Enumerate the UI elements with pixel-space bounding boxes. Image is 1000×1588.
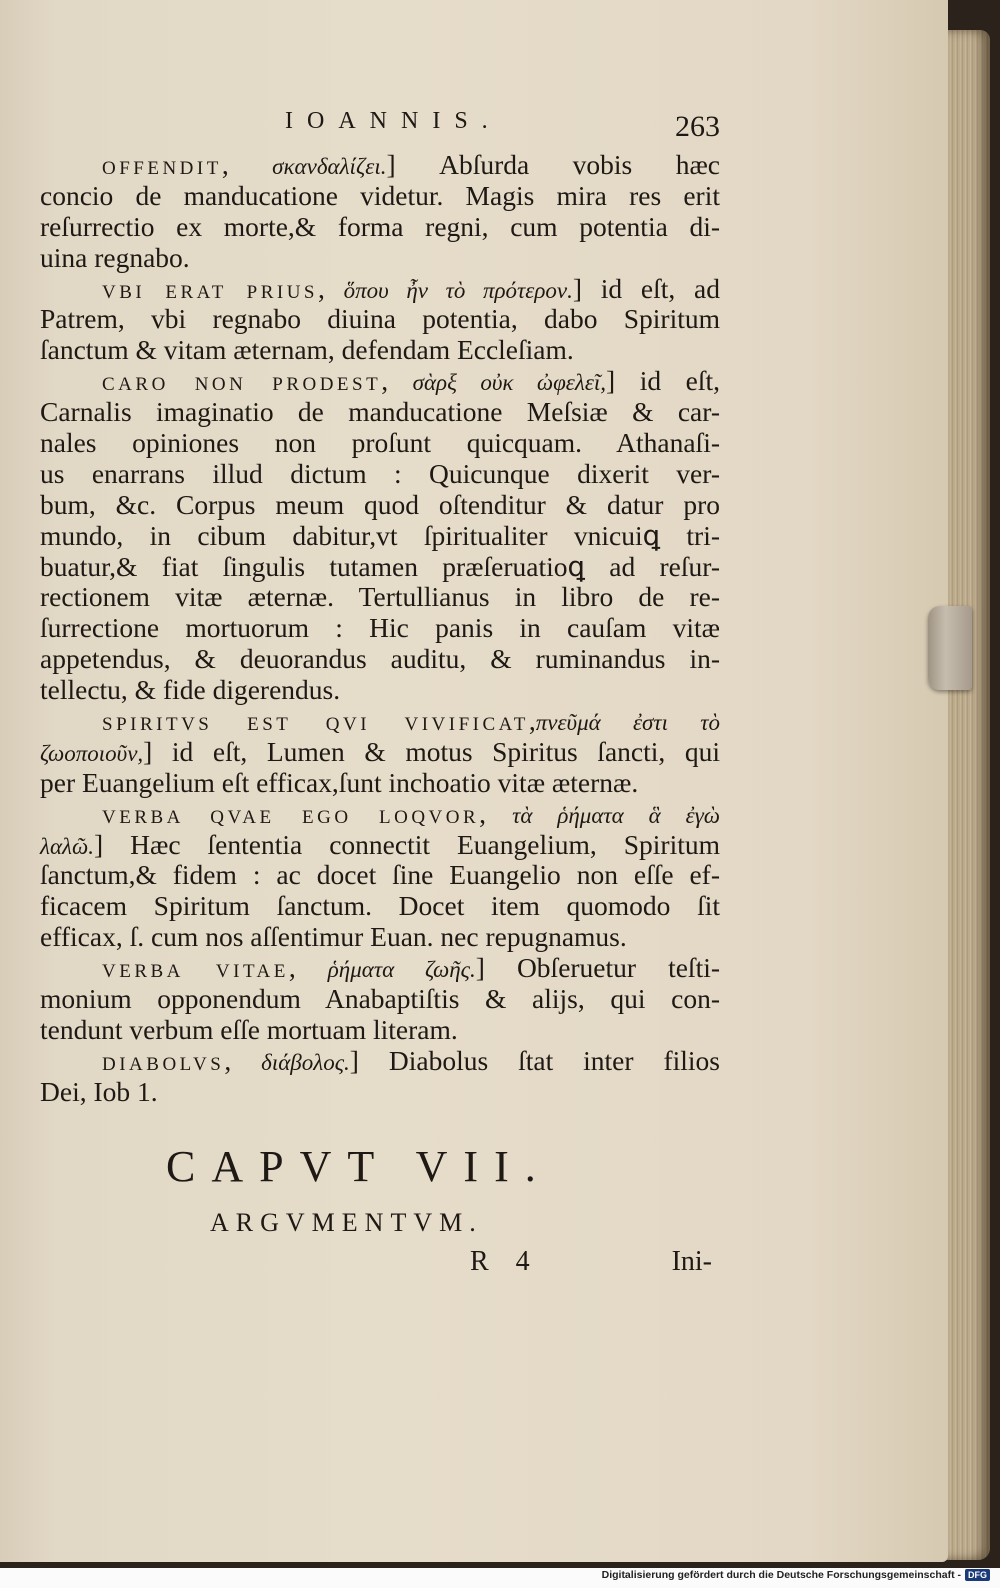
page-text xyxy=(40,108,720,1286)
line-text: ſanctum,& fidem : ac docet ſine Euangelio non eſſe ef- xyxy=(40,859,720,891)
line-text: ſurrectione mortuorum : Hic panis in cauſam vitæ xyxy=(40,612,720,644)
text-line xyxy=(40,953,720,984)
text-line xyxy=(40,675,720,706)
text-line xyxy=(40,428,720,459)
dfg-logo: DFG xyxy=(965,1569,990,1581)
line-text: ſanctum & vitam æternam, defendam Eccleſiam. xyxy=(40,334,574,366)
greek-text: σὰρξ οὐκ ὠφελεῖ, xyxy=(412,370,607,396)
line-text: efficax, ſ. cum nos aſſentimur Euan. nec repugnamus. xyxy=(40,921,627,953)
text-line xyxy=(40,830,720,861)
line-text: , xyxy=(224,1044,262,1076)
lemma-smallcaps: VERBA QVAE EGO LOQVOR xyxy=(102,806,480,828)
line-text: , xyxy=(528,705,536,737)
text-line xyxy=(40,212,720,243)
text-line xyxy=(40,181,720,212)
line-text: , xyxy=(381,365,413,397)
lemma-smallcaps: VBI ERAT PRIUS xyxy=(102,281,319,303)
text-line xyxy=(40,304,720,335)
text-line xyxy=(40,644,720,675)
lemma-smallcaps: DIABOLVS xyxy=(102,1053,225,1075)
page-tab-marker xyxy=(928,606,972,690)
line-text: nales opiniones non proſunt quicquam. Athanaſi- xyxy=(40,427,720,459)
line-text: Dei, Iob 1. xyxy=(40,1075,158,1107)
line-text: uina regnabo. xyxy=(40,241,190,273)
text-line xyxy=(40,335,720,366)
line-text: buatur,& fiat ſingulis tutamen præſeruatioꝗ ad reſur- xyxy=(40,550,720,582)
text-line xyxy=(40,1015,720,1046)
text-line xyxy=(40,274,720,305)
text-line xyxy=(40,891,720,922)
line-text: rectionem vitæ æternæ. Tertullianus in libro de re- xyxy=(40,581,720,613)
line-text: reſurrectio ex morte,& forma regni, cum potentia di- xyxy=(40,210,720,242)
lemma-smallcaps: VERBA VITAE xyxy=(102,961,289,983)
credit-text: Digitalisierung gefördert durch die Deutsche Forschungsgemeinschaft - xyxy=(601,1569,961,1581)
greek-text: λαλῶ. xyxy=(40,833,94,859)
text-line xyxy=(40,366,720,397)
line-text: , xyxy=(221,149,273,180)
text-line xyxy=(40,552,720,583)
body-text xyxy=(40,150,720,1108)
text-line xyxy=(40,521,720,552)
line-text: Carnalis imaginatio de manducatione Meſsiæ & car- xyxy=(40,396,720,428)
greek-text: ῥήματα ζωῆς. xyxy=(327,957,476,983)
greek-text: ὅπου ἦν τὸ πρότερον. xyxy=(343,277,573,303)
signature-mark: R 4 xyxy=(470,1245,540,1277)
line-text: ] Abſurda vobis hæc xyxy=(386,149,720,180)
line-text: Patrem, vbi regnabo diuina potentia, dabo Spiritum xyxy=(40,303,720,335)
text-line xyxy=(40,860,720,891)
line-text: per Euangelium eſt efficax,ſunt inchoatio vitæ æternæ. xyxy=(40,766,639,798)
text-line xyxy=(40,150,720,181)
running-head: IOANNIS. xyxy=(285,108,502,134)
page-footer xyxy=(40,1246,720,1286)
lemma-smallcaps: SPIRITVS EST QVI VIVIFICAT xyxy=(102,714,529,736)
text-line xyxy=(40,706,720,737)
book-fore-edge xyxy=(944,30,990,1560)
line-text: us enarrans illud dictum : Quicunque dixerit ver- xyxy=(40,457,720,489)
digitization-credit xyxy=(602,1569,990,1581)
line-text: monium opponendum Anabaptiſtis & alijs, qui con- xyxy=(40,983,720,1015)
line-text: , xyxy=(288,952,328,984)
line-text: ] Obſeruetur teſti- xyxy=(475,952,721,984)
text-line xyxy=(40,1046,720,1077)
line-text: , xyxy=(318,272,344,304)
text-line xyxy=(40,459,720,490)
line-text: concio de manducatione videtur. Magis mira res erit xyxy=(40,179,720,211)
text-line xyxy=(40,922,720,953)
text-line xyxy=(40,613,720,644)
text-line xyxy=(40,984,720,1015)
line-text: bum, &c. Corpus meum quod oſtenditur & datur pro xyxy=(40,488,720,520)
text-line xyxy=(40,1077,720,1108)
line-text: , xyxy=(479,797,513,829)
lemma-smallcaps: OFFENDIT xyxy=(102,158,222,179)
greek-text: διάβολος. xyxy=(261,1049,350,1075)
text-line xyxy=(40,768,720,799)
line-text: mundo, in cibum dabitur,vt ſpiritualiter vnicuiꝗ tri- xyxy=(40,519,720,551)
greek-text: σκανδαλίζει. xyxy=(272,154,387,179)
text-line xyxy=(40,397,720,428)
line-text: ] Diabolus ſtat inter filios xyxy=(349,1044,721,1076)
text-line xyxy=(40,490,720,521)
line-text: appetendus, & deuorandus auditu, & ruminandus in- xyxy=(40,643,720,675)
catchword: Ini- xyxy=(671,1245,712,1277)
text-line xyxy=(40,799,720,830)
text-line xyxy=(40,737,720,768)
line-text: tellectu, & fide digerendus. xyxy=(40,674,341,706)
text-line xyxy=(40,243,720,274)
line-text: ] id eſt, Lumen & motus Spiritus ſancti, qui xyxy=(143,735,720,767)
text-line xyxy=(40,582,720,613)
greek-text: τὰ ῥήματα ἃ ἐγὼ xyxy=(512,802,721,828)
line-text: tendunt verbum eſſe mortuam literam. xyxy=(40,1013,458,1045)
line-text: ] Hæc ſententia connectit Euangelium, Spiritum xyxy=(94,828,720,860)
page-number: 263 xyxy=(675,110,720,143)
page-header xyxy=(40,108,720,150)
line-text: ] id eſt, ad xyxy=(572,272,721,304)
chapter-heading: CAPVT VII. xyxy=(166,1141,552,1191)
line-text: ficacem Spiritum ſanctum. Docet item quomodo ſit xyxy=(40,890,720,922)
greek-text: πνεῦμά ἐστι τὸ xyxy=(535,710,720,736)
lemma-smallcaps: CARO NON PRODEST xyxy=(102,374,382,396)
argumentum-heading: ARGVMENTVM. xyxy=(210,1207,483,1237)
line-text: ] id eſt, xyxy=(606,365,720,397)
greek-text: ζωοποιοῦν, xyxy=(40,740,144,766)
